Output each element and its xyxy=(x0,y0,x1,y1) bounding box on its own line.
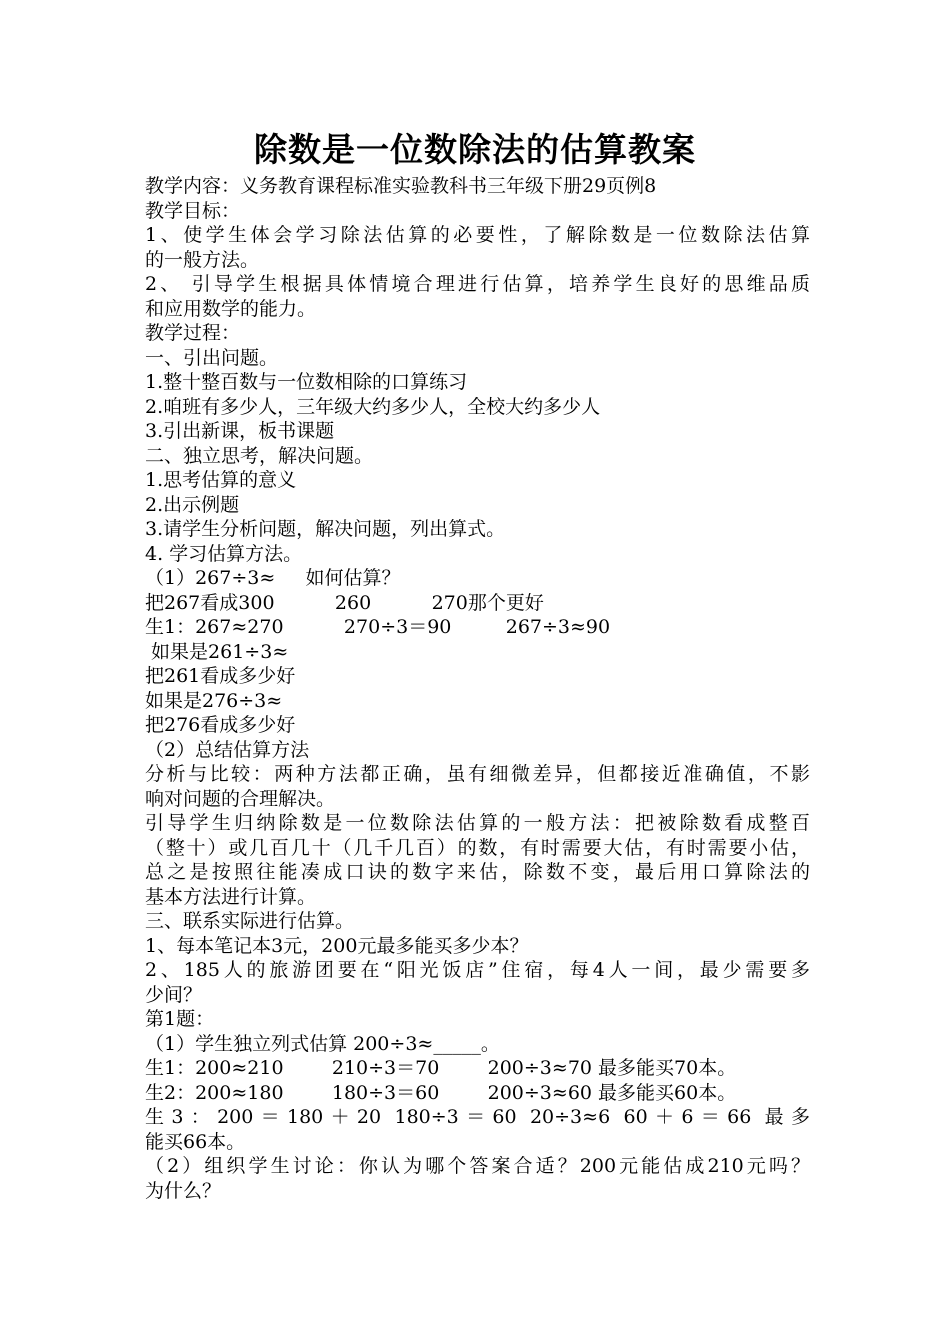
text-line: 教学内容：义务教育课程标准实验教科书三年级下册29页例8 xyxy=(145,175,657,197)
document-title: 除数是一位数除法的估算教案 xyxy=(254,130,696,169)
text-line: 一、引出问题。 xyxy=(145,346,279,369)
text-line: 能买66本。 xyxy=(145,1130,246,1153)
text-line: 把261看成多少好 xyxy=(145,665,296,687)
text-line: （1）267÷3≈ 如何估算？ xyxy=(145,567,401,589)
text-line: 教学过程： xyxy=(145,322,241,344)
text-line: 响对问题的合理解决。 xyxy=(145,787,336,810)
text-line: 引导学生归纳除数是一位数除法估算的一般方法：把被除数看成整百 xyxy=(145,812,810,834)
text-line: 二、独立思考，解决问题。 xyxy=(145,444,374,467)
text-line: 3.引出新课，板书课题 xyxy=(145,420,335,442)
text-line: 2.出示例题 xyxy=(145,493,240,516)
document-body xyxy=(145,174,810,1203)
text-line: 第1题： xyxy=(145,1008,215,1030)
text-line: 基本方法进行计算。 xyxy=(145,885,317,908)
text-line: （整十）或几百几十（几千几百）的数，有时需要大估，有时需要小估， xyxy=(145,836,810,859)
text-line: 分析与比较：两种方法都正确，虽有细微差异，但都接近准确值，不影 xyxy=(145,763,810,785)
text-line: 教学目标： xyxy=(145,199,241,222)
text-line: 1、使学生体会学习除法估算的必要性，了解除数是一位数除法估算 xyxy=(145,224,810,246)
text-line: （2）总结估算方法 xyxy=(145,738,310,761)
text-line: 少间？ xyxy=(145,983,203,1006)
text-line: （2）组织学生讨论：你认为哪个答案合适？200元能估成210元吗？ xyxy=(145,1155,810,1177)
text-line: 1、每本笔记本3元，200元最多能买多少本？ xyxy=(145,934,529,957)
text-line: 2.咱班有多少人，三年级大约多少人，全校大约多少人 xyxy=(145,395,601,418)
text-line: 三、联系实际进行估算。 xyxy=(145,910,355,932)
text-line: 如果是261÷3≈ xyxy=(145,640,289,663)
text-line: 生1：267≈270 270÷3＝90 267÷3≈90 xyxy=(145,616,611,638)
text-line: 4. 学习估算方法。 xyxy=(145,542,303,565)
text-line: （1）学生独立列式估算 200÷3≈_____。 xyxy=(145,1032,500,1055)
text-line: 如果是276÷3≈ xyxy=(145,689,283,712)
text-line: 生3：200＝180＋20 180÷3＝60 20÷3≈6 60＋6＝66 最多 xyxy=(145,1106,810,1128)
text-line: 的一般方法。 xyxy=(145,248,260,271)
text-line: 2、 引导学生根据具体情境合理进行估算，培养学生良好的思维品质 xyxy=(145,273,810,295)
text-line: 和应用数学的能力。 xyxy=(145,297,317,320)
text-line: 把267看成300 260 270那个更好 xyxy=(145,591,544,614)
text-line: 为什么？ xyxy=(145,1179,222,1202)
text-line: 3.请学生分析问题，解决问题，列出算式。 xyxy=(145,518,506,540)
text-line: 1.整十整百数与一位数相除的口算练习 xyxy=(145,371,468,393)
text-line: 生1：200≈210 210÷3＝70 200÷3≈70 最多能买70本。 xyxy=(145,1057,737,1079)
text-line: 把276看成多少好 xyxy=(145,714,296,736)
text-line: 2、185人的旅游团要在“阳光饭店”住宿，每4人一间，最少需要多 xyxy=(145,959,810,981)
text-line: 总之是按照往能凑成口诀的数字来估，除数不变，最后用口算除法的 xyxy=(145,861,810,883)
text-line: 1.思考估算的意义 xyxy=(145,469,297,491)
text-line: 生2：200≈180 180÷3＝60 200÷3≈60 最多能买60本。 xyxy=(145,1081,737,1104)
